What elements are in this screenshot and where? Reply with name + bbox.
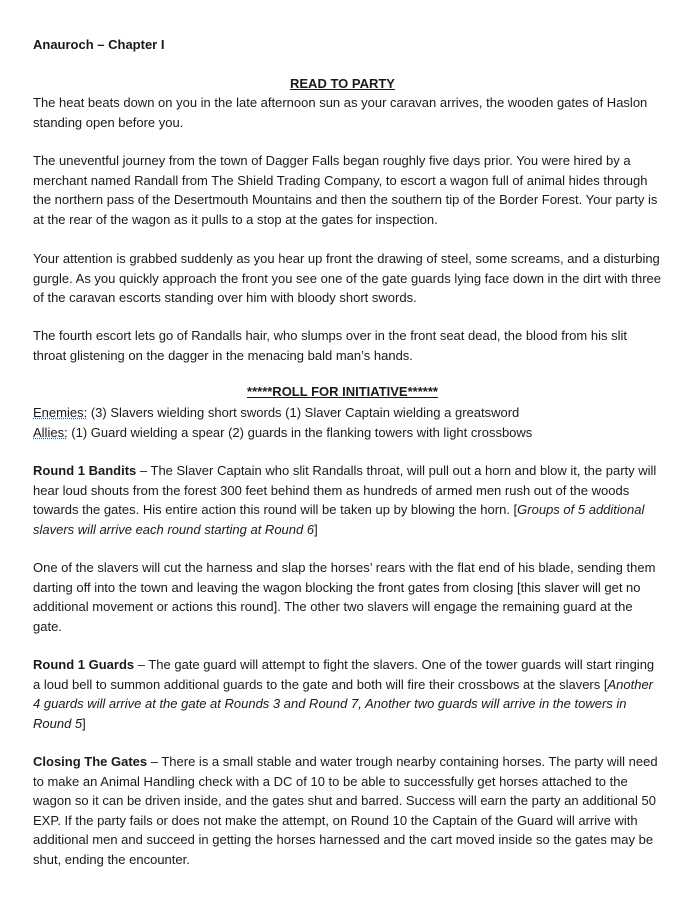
- round1-guards-close: ]: [82, 715, 86, 731]
- round1-bandits-text: – The Slaver Captain who slit Randalls throat, will pull out a horn and blow it, the party will hear loud shouts from the forest 300 feet behind them as hundreds of armed men rush out of the woods towards the gates. His entire action this round will be taken up by blowing the horn. [: [33, 463, 657, 517]
- read-paragraph-2: The uneventful journey from the town of Dagger Falls began roughly five days prior. You were hired by a merchant named Randall from The Shield Trading Company, to escort a wagon full of animal hides through the northern pass of the Desertmouth Mountains and then the southern tip of the Border Forest. Your party is at the rear of the wagon as it pulls to a stop at the gates for inspection.: [33, 153, 658, 227]
- enemies-label: Enemies:: [33, 405, 88, 420]
- closing-gates-text: – There is a small stable and water trough nearby containing horses. The party will need to make an Animal Handling check with a DC of 10 to be able to successfully get horses attached to the wagon so it can be driven inside, and the gates shut and barred. Success will earn the party an additional 50 EXP. If the party fails or does not make the attempt, on Round 10 the Captain of the Guard will arrive with additional men and succeed in getting the horses harnessed and the cart moved inside so the gates may be shut, ending the encounter.: [33, 754, 658, 867]
- read-paragraph-4: The fourth escort lets go of Randalls hair, who slumps over in the front seat dead, the blood from his slit throat glistening on the dagger in the menacing bald man’s hands.: [33, 328, 627, 363]
- roll-initiative-heading: *****ROLL FOR INITIATIVE******: [247, 384, 438, 399]
- round1-guards-text: – The gate guard will attempt to fight the slavers. One of the tower guards will start ringing a loud bell to summon additional guards to the gate and both will fire their crossbows at the slavers [: [33, 657, 655, 692]
- round1-bandits-close: ]: [314, 521, 318, 537]
- closing-gates-paragraph: [33, 752, 663, 869]
- allies-line: [33, 423, 663, 443]
- round1-guards-note: Another 4 guards will arrive at the gate at Rounds 3 and Round 7, Another two guards will arrive in the towers in Round 5: [33, 676, 654, 731]
- enemies-line: [33, 403, 663, 423]
- enemies-text: (3) Slavers wielding short swords (1) Slaver Captain wielding a greatsword: [87, 405, 520, 420]
- read-paragraph-3: Your attention is grabbed suddenly as you hear up front the drawing of steel, some screams, and a disturbing gurgle. As you quickly approach the front you see one of the gate guards lying face down in the dirt with three of the caravan escorts standing over him with bloody short swords.: [33, 251, 661, 305]
- round1-guards-label: Round 1 Guards: [33, 657, 135, 672]
- round1-bandits-paragraph: [33, 461, 663, 539]
- round1-bandits-note: Groups of 5 additional slavers will arrive each round starting at Round 6: [33, 502, 645, 537]
- read-paragraph-1: The heat beats down on you in the late afternoon sun as your caravan arrives, the wooden gates of Haslon standing open before you.: [33, 95, 648, 130]
- allies-label: Allies:: [33, 425, 68, 440]
- document-title: Anauroch – Chapter I: [33, 37, 165, 52]
- round1-guards-paragraph: [33, 655, 663, 733]
- round1-bandits-label: Round 1 Bandits: [33, 463, 137, 478]
- closing-gates-label: Closing The Gates: [33, 754, 148, 769]
- allies-text: (1) Guard wielding a spear (2) guards in the flanking towers with light crossbows: [67, 425, 533, 440]
- read-to-party-heading: READ TO PARTY: [290, 76, 395, 91]
- slavers-paragraph: One of the slavers will cut the harness and slap the horses’ rears with the flat end of his blade, sending them darting off into the town and leaving the wagon blocking the front gates from closing [this slaver will get no additional movement or actions this round]. The other two slavers will engage the remaining guard at the gate.: [33, 560, 656, 634]
